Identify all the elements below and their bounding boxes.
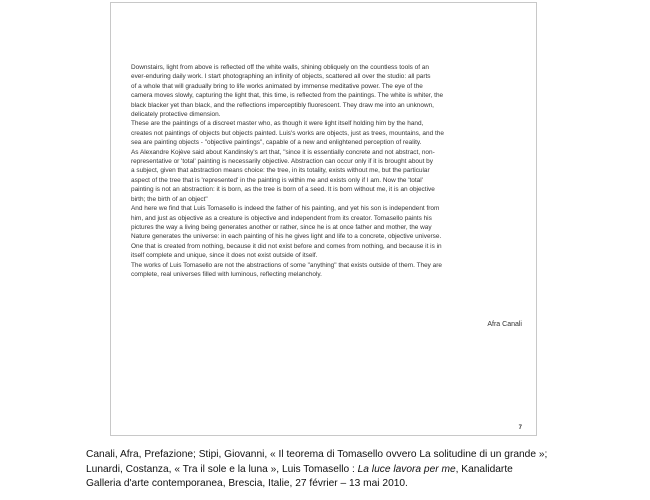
text-line: As Alexandre Kojève said about Kandinsky's art that, "since it is essentially concrete and not abstract, non- <box>131 148 435 156</box>
text-line: itself complete and unique, since it does not exist outside of itself. <box>131 252 318 260</box>
text-line: complete, real universes filled with luminous, reflecting melancholy. <box>131 270 322 278</box>
text-line: him, and just as objective as a creature is objective and independent from its creator. Tomasello paints his <box>131 214 432 222</box>
caption-text: Lunardi, Costanza, « Tra il sole e la luna », Luis Tomasello : <box>86 463 358 475</box>
document-page <box>110 2 537 436</box>
text-line: And here we find that Luis Tomasello is indeed the father of his painting, and yet his son is independent from <box>131 205 440 213</box>
text-line: delicately protective dimension. <box>131 111 221 119</box>
text-line: These are the paintings of a discreet master who, as though it were light itself holding him by the hand, <box>131 120 424 128</box>
text-line: sea are painting objects - "objective paintings", capable of a new and enlightened perception of reality. <box>131 139 422 147</box>
text-line: pictures the way a living being generates another or rather, since he is at once father and mother, the way <box>131 223 432 231</box>
citation-caption <box>86 448 646 492</box>
author-signature: Afra Canali <box>487 321 522 328</box>
text-line: The works of Luis Tomasello are not the abstractions of some "anything" that exists outside of them. They are <box>131 261 442 269</box>
page-number: 7 <box>518 425 522 431</box>
text-line: black blacker yet than black, and the reflections imperceptibly fluorescent. They draw me into an unknown, <box>131 101 434 109</box>
text-line: creates not paintings of objects but objects painted. Luis's works are objects, just as trees, mountains, and the <box>131 129 444 137</box>
text-line: One that is created from nothing, because it did not exist before and comes from nothing, and because it is in <box>131 242 442 250</box>
text-line: a subject, given that abstraction means choice: the tree, in its totality, exists without me, but the particular <box>131 167 430 175</box>
text-line: camera moves slowly, capturing the light that, this time, is reflected from the paintings. The white is whiter, the <box>131 92 444 100</box>
text-line: representative or 'total' painting is necessarily objective. Abstraction can occur only if it is brought about by <box>131 158 433 166</box>
book-title: La luce lavora per me <box>357 463 456 475</box>
text-line: birth; the birth of an object" <box>131 195 208 203</box>
text-line: Downstairs, light from above is reflected off the white walls, shining obliquely on the countless tools of an <box>131 64 429 71</box>
text-line: painting is not an abstraction: it is born, as the tree is born of a seed. It is born without me, it is an objective <box>131 186 435 194</box>
caption-text: , Kanalidarte <box>455 463 513 475</box>
text-line: Nature generates the universe: in each painting of his he gives light and life to a concrete, objective universe. <box>131 233 442 241</box>
caption-line <box>86 463 646 478</box>
text-line: aspect of the tree that is 'represented' in the painting is within me and exists only if I am. Now the 'total' <box>131 176 423 184</box>
text-line: ever-enduring daily work. I start photographing an infinity of objects, scattered all over the studio: all parts <box>131 73 431 81</box>
text-line: of a whole that will gradually bring to life works animated by immense meditative power. The eye of the <box>131 82 423 90</box>
caption-line: Galleria d'arte contemporanea, Brescia, Italie, 27 février – 13 mai 2010. <box>86 478 408 490</box>
caption-line: Canali, Afra, Prefazione; Stipi, Giovanni, « Il teorema di Tomasello ovvero La solitudine di un grande »; <box>86 449 548 460</box>
essay-text <box>131 63 531 279</box>
